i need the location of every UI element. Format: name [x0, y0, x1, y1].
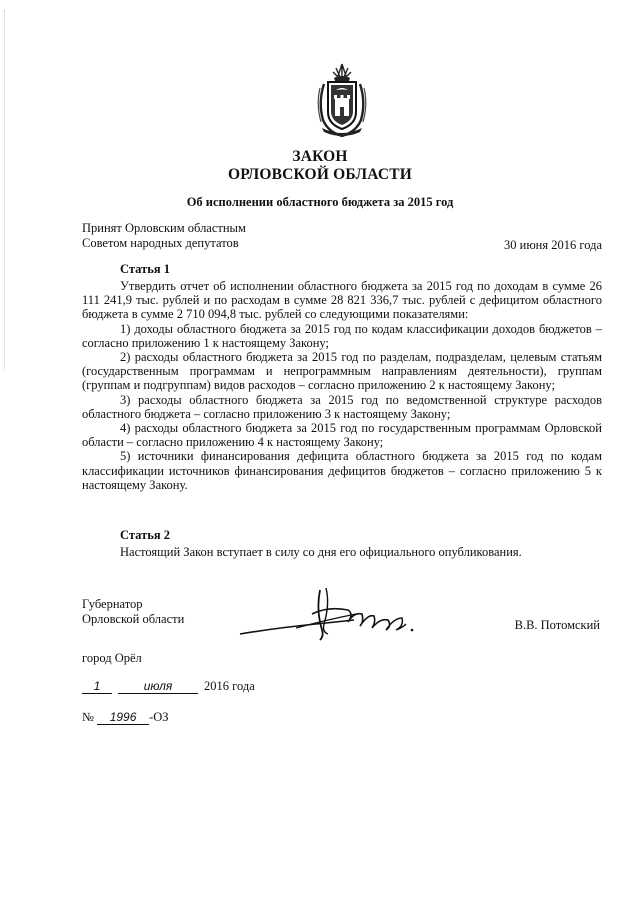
article-2-paragraph: Настоящий Закон вступает в силу со дня его официального опубликования. [120, 545, 522, 559]
scan-edge-marks [4, 10, 9, 370]
article-1-body [82, 279, 602, 492]
article-2-body [82, 545, 602, 559]
signatory-position-line-1: Губернатор [82, 597, 143, 611]
handwritten-signature-icon [236, 584, 416, 646]
signatory-name: В.В. Потомский [514, 618, 600, 632]
law-number-prefix: № [82, 710, 94, 724]
signing-month: июля [118, 680, 198, 694]
article-1-item-3: 3) расходы областного бюджета за 2015 год по ведомственной структуре расходов областного бюджета – согласно приложению 3 к настоящему Закону; [82, 392, 602, 421]
signing-date [82, 679, 255, 694]
signatory-position [82, 597, 184, 627]
document-title-law: ЗАКОН [292, 148, 348, 165]
adoption-date: 30 июня 2016 года [504, 238, 602, 252]
signing-year: 2016 года [204, 679, 255, 693]
law-number-suffix: -ОЗ [149, 710, 169, 724]
coat-of-arms-icon [314, 62, 370, 138]
article-2-heading: Статья 2 [120, 528, 170, 542]
document-title-region: ОРЛОВСКОЙ ОБЛАСТИ [227, 166, 413, 183]
adoption-line-1: Принят Орловским областным [82, 221, 246, 235]
law-number-value: 1996 [97, 711, 149, 725]
article-1-heading: Статья 1 [120, 262, 170, 276]
adoption-block [82, 221, 246, 251]
document-subtitle: Об исполнении областного бюджета за 2015 год [186, 195, 454, 209]
article-1-paragraph: Утвердить отчет об исполнении областного бюджета за 2015 год по доходам в сумме 26 111 241,9 тыс. рублей и по расходам в сумме 28 821 336,7 тыс. рублей с дефицитом областного бюджета в сумме 2 710 094,8 тыс. рублей со следующими показателями: [82, 279, 602, 322]
adoption-line-2: Советом народных депутатов [82, 236, 239, 250]
article-1-item-5: 5) источники финансирования дефицита областного бюджета за 2015 год по кодам классификации источников финансирования дефицитов бюджетов – согласно приложению 5 к настоящему Закону. [82, 449, 602, 492]
signatory-position-line-2: Орловской области [82, 612, 185, 626]
law-number [82, 710, 169, 725]
article-1-item-4: 4) расходы областного бюджета за 2015 год по государственным программам Орловской области – согласно приложению 4 к настоящему Закону; [82, 421, 602, 450]
signing-day: 1 [82, 680, 112, 694]
article-1-item-1: 1) доходы областного бюджета за 2015 год по кодам классификации доходов бюджетов – согласно приложению 1 к настоящему Закону; [82, 321, 602, 350]
signing-city: город Орёл [82, 651, 142, 665]
article-1-item-2: 2) расходы областного бюджета за 2015 год по разделам, подразделам, целевым статьям (государственным программам и непрограммным направлениям деятельности), группам (группам и подгруппам) видов расходов – согласно приложению 2 к настоящему Закону; [82, 350, 602, 393]
